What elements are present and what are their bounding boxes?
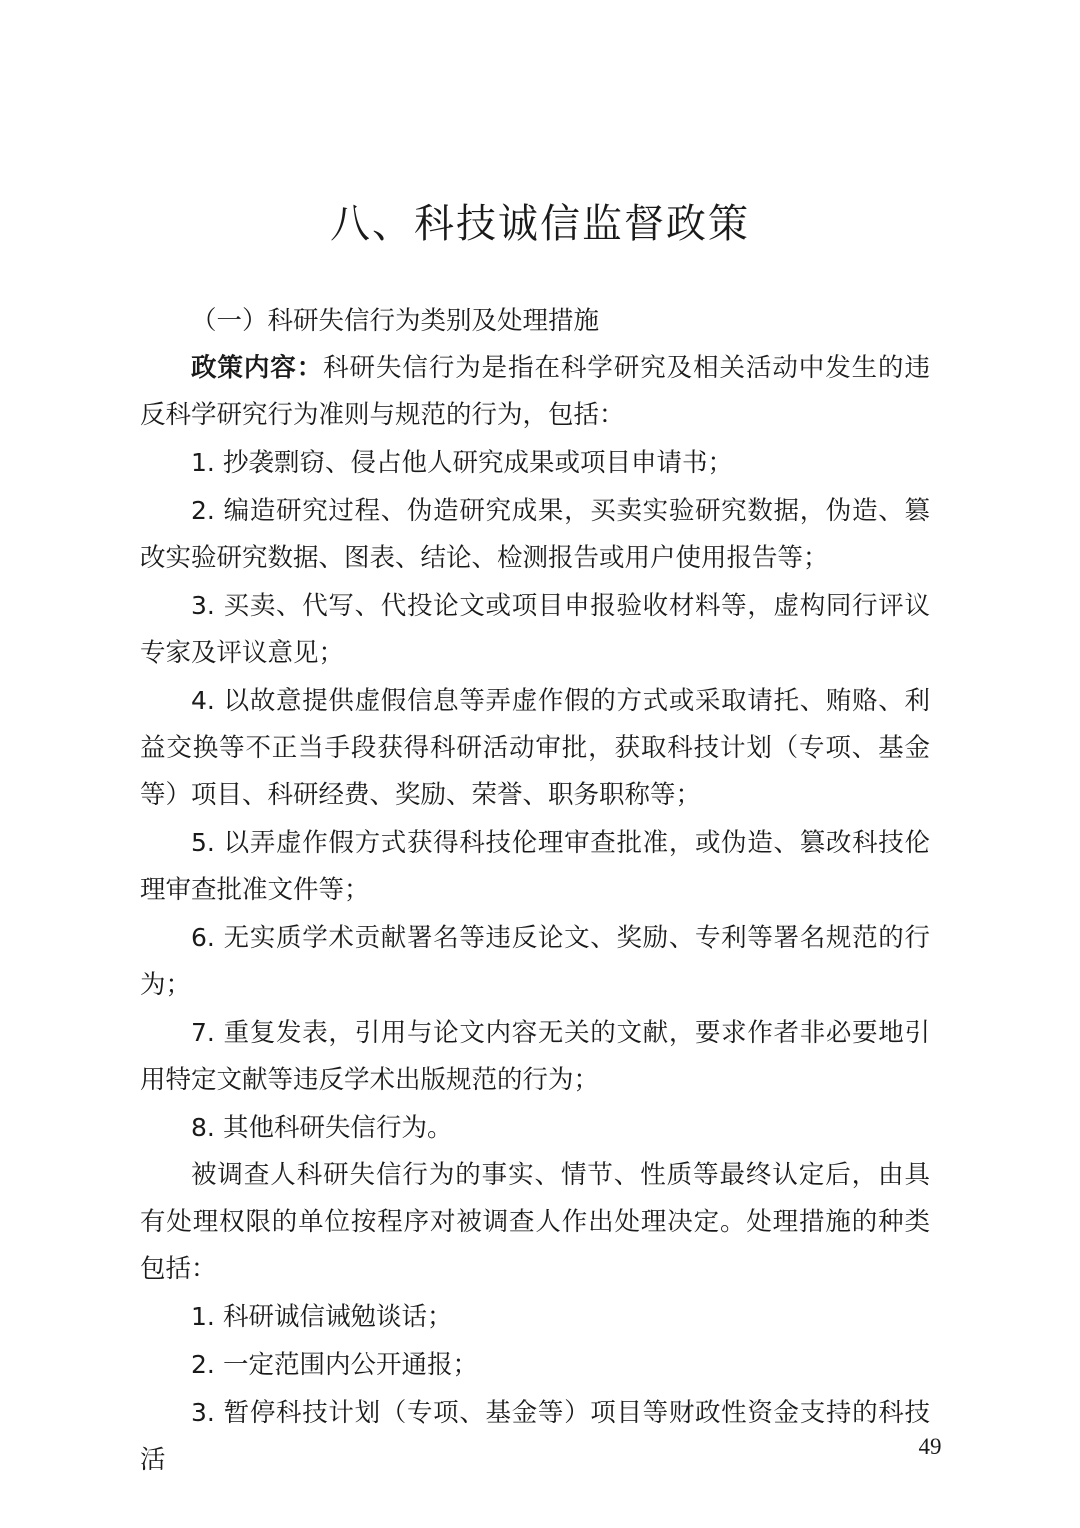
list-item	[140, 914, 930, 1009]
list-item-number: 2.	[191, 496, 215, 525]
list-item	[140, 1104, 930, 1152]
list-item-text: 重复发表，引用与论文内容无关的文献，要求作者非必要地引用特定文献等违反学术出版规范的行为；	[140, 1018, 930, 1095]
list-item	[140, 439, 930, 487]
page-title: 八、科技诚信监督政策	[330, 201, 750, 247]
policy-intro: 科研失信行为是指在科学研究及相关活动中发生的违反科学研究行为准则与规范的行为，包括：	[140, 353, 930, 430]
list-item	[140, 1389, 930, 1484]
list-item	[140, 582, 930, 677]
list-item-number: 6.	[191, 923, 215, 952]
list-item	[140, 1341, 930, 1389]
list-item-text: 一定范围内公开通报；	[222, 1350, 478, 1380]
list-item	[140, 487, 930, 582]
list-item-text: 以弄虚作假方式获得科技伦理审查批准，或伪造、篡改科技伦理审查批准文件等；	[140, 828, 930, 905]
list-item-number: 1.	[191, 448, 215, 477]
list-item	[140, 1009, 930, 1104]
list-item-text: 抄袭剽窃、侵占他人研究成果或项目申请书；	[222, 448, 733, 478]
policy-paragraph	[140, 345, 930, 439]
policy-label: 政策内容：	[191, 353, 324, 383]
list-item-text: 其他科研失信行为。	[222, 1113, 453, 1143]
list-item-text: 以故意提供虚假信息等弄虚作假的方式或采取请托、贿赂、利益交换等不正当手段获得科研活动审批，获取科技计划（专项、基金等）项目、科研经费、奖励、荣誉、职务职称等；	[140, 686, 930, 810]
list-item-text: 科研诚信诫勉谈话；	[222, 1302, 453, 1332]
list-item-number: 1.	[191, 1302, 215, 1331]
list-item-text: 编造研究过程、伪造研究成果，买卖实验研究数据，伪造、篡改实验研究数据、图表、结论、检测报告或用户使用报告等；	[140, 496, 930, 573]
document-body	[140, 298, 930, 1484]
list-item-number: 2.	[191, 1350, 215, 1379]
list-item-number: 7.	[191, 1018, 215, 1047]
page-number: 49	[918, 1434, 942, 1459]
list-item	[140, 1293, 930, 1341]
list-item-text: 无实质学术贡献署名等违反论文、奖励、专利等署名规范的行为；	[140, 923, 930, 1000]
list-item	[140, 677, 930, 819]
list-item-number: 3.	[191, 1398, 215, 1427]
list-item	[140, 819, 930, 914]
list-item-number: 3.	[191, 591, 215, 620]
list-item-text: 买卖、代写、代投论文或项目申报验收材料等，虚构同行评议专家及评议意见；	[140, 591, 930, 668]
section-subheading: （一）科研失信行为类别及处理措施	[191, 306, 600, 336]
measures-paragraph: 被调查人科研失信行为的事实、情节、性质等最终认定后，由具有处理权限的单位按程序对被调查人作出处理决定。处理措施的种类包括：	[140, 1160, 930, 1284]
list-item-number: 4.	[191, 686, 215, 715]
list-item-number: 5.	[191, 828, 215, 857]
list-item-text: 暂停科技计划（专项、基金等）项目等财政性资金支持的科技活	[140, 1398, 930, 1475]
list-item-number: 8.	[191, 1113, 215, 1142]
